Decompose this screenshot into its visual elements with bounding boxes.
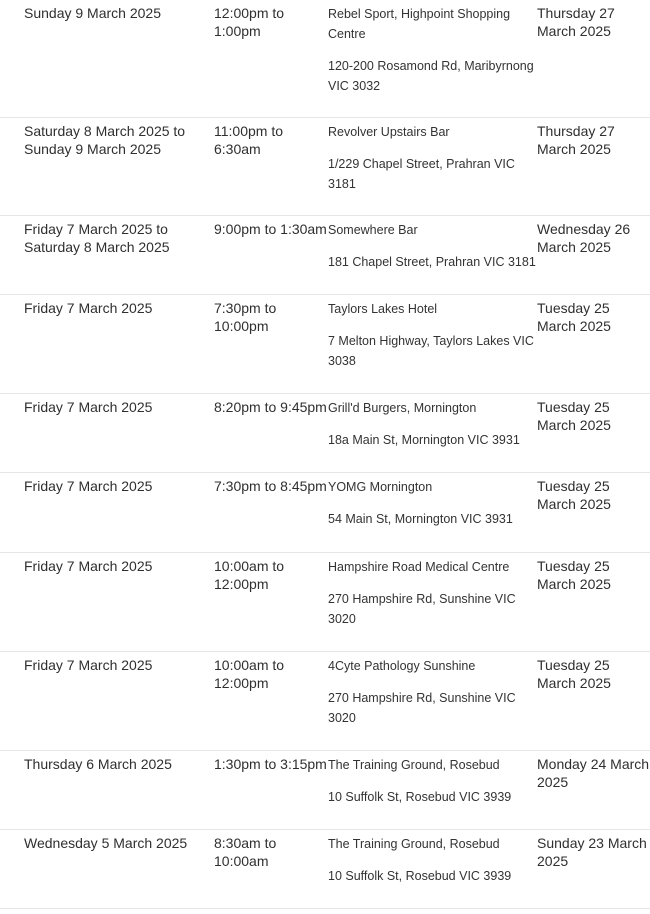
monitor-until-date: Monday 24 March 2025 <box>537 756 650 790</box>
monitor-until-date: Sunday 23 March 2025 <box>537 835 647 869</box>
exposure-time: 10:00am to 12:00pm <box>214 657 285 691</box>
monitor-until-date: Tuesday 25 March 2025 <box>537 657 611 691</box>
exposure-time: 1:30pm to 3:15pm <box>214 756 327 772</box>
exposure-location <box>328 295 537 393</box>
location-name: Grill'd Burgers, Mornington <box>328 401 477 415</box>
monitor-until-date: Thursday 27 March 2025 <box>537 5 615 39</box>
exposure-date: Friday 7 March 2025 <box>24 399 153 415</box>
location-name: Hampshire Road Medical Centre <box>328 560 510 574</box>
monitor-until-date: Wednesday 26 March 2025 <box>537 221 631 255</box>
table-row <box>0 473 650 553</box>
exposure-location <box>328 394 537 472</box>
monitor-until-date: Tuesday 25 March 2025 <box>537 300 611 334</box>
exposure-time: 7:30pm to 8:45pm <box>214 478 327 494</box>
exposure-date: Saturday 8 March 2025 to Sunday 9 March 2025 <box>24 123 186 157</box>
exposure-time: 8:30am to 10:00am <box>214 835 277 869</box>
exposure-date: Wednesday 5 March 2025 <box>24 835 188 851</box>
exposure-time: 12:00pm to 1:00pm <box>214 5 285 39</box>
location-address: 7 Melton Highway, Taylors Lakes VIC 3038 <box>328 334 534 368</box>
table-row <box>0 394 650 473</box>
location-address: 10 Suffolk St, Rosebud VIC 3939 <box>328 790 512 804</box>
location-name: Rebel Sport, Highpoint Shopping Centre <box>328 7 511 41</box>
location-address: 10 Suffolk St, Rosebud VIC 3939 <box>328 869 512 883</box>
exposure-location <box>328 473 537 552</box>
exposure-location <box>328 216 537 294</box>
table-row <box>0 295 650 394</box>
location-address: 1/229 Chapel Street, Prahran VIC 3181 <box>328 157 515 191</box>
location-name: Revolver Upstairs Bar <box>328 125 450 139</box>
exposure-date: Friday 7 March 2025 <box>24 657 153 673</box>
exposure-time: 10:00am to 12:00pm <box>214 558 285 592</box>
monitor-until-date: Tuesday 25 March 2025 <box>537 558 611 592</box>
location-name: Somewhere Bar <box>328 223 418 237</box>
location-address: 181 Chapel Street, Prahran VIC 3181 <box>328 255 536 269</box>
exposure-date: Sunday 9 March 2025 <box>24 5 161 21</box>
exposure-location <box>328 553 537 651</box>
monitor-until-date: Tuesday 25 March 2025 <box>537 478 611 512</box>
location-address: 270 Hampshire Rd, Sunshine VIC 3020 <box>328 691 516 725</box>
exposure-location <box>328 0 537 117</box>
exposure-location <box>328 652 537 750</box>
monitor-until-date: Thursday 27 March 2025 <box>537 123 615 157</box>
exposure-time: 7:30pm to 10:00pm <box>214 300 277 334</box>
table-row <box>0 830 650 909</box>
table-row <box>0 118 650 216</box>
location-address: 54 Main St, Mornington VIC 3931 <box>328 512 513 526</box>
monitor-until-date: Tuesday 25 March 2025 <box>537 399 611 433</box>
location-name: YOMG Mornington <box>328 480 433 494</box>
exposure-time: 9:00pm to 1:30am <box>214 221 327 237</box>
location-address: 270 Hampshire Rd, Sunshine VIC 3020 <box>328 592 516 626</box>
location-address: 18a Main St, Mornington VIC 3931 <box>328 433 520 447</box>
exposure-location <box>328 118 537 215</box>
exposure-date: Friday 7 March 2025 <box>24 558 153 574</box>
exposure-date: Friday 7 March 2025 to Saturday 8 March 2025 <box>24 221 170 255</box>
location-name: 4Cyte Pathology Sunshine <box>328 659 476 673</box>
location-name: The Training Ground, Rosebud <box>328 837 500 851</box>
table-row <box>0 216 650 295</box>
exposure-date: Friday 7 March 2025 <box>24 300 153 316</box>
table-row <box>0 652 650 751</box>
table-row <box>0 751 650 830</box>
exposure-location <box>328 751 537 829</box>
exposure-location <box>328 830 537 908</box>
exposure-time: 8:20pm to 9:45pm <box>214 399 327 415</box>
exposure-date: Thursday 6 March 2025 <box>24 756 172 772</box>
table-row <box>0 0 650 118</box>
location-name: Taylors Lakes Hotel <box>328 302 438 316</box>
location-address: 120-200 Rosamond Rd, Maribyrnong VIC 3032 <box>328 59 534 93</box>
exposure-date: Friday 7 March 2025 <box>24 478 153 494</box>
table-row <box>0 553 650 652</box>
exposure-time: 11:00pm to 6:30am <box>214 123 284 157</box>
location-name: The Training Ground, Rosebud <box>328 758 500 772</box>
